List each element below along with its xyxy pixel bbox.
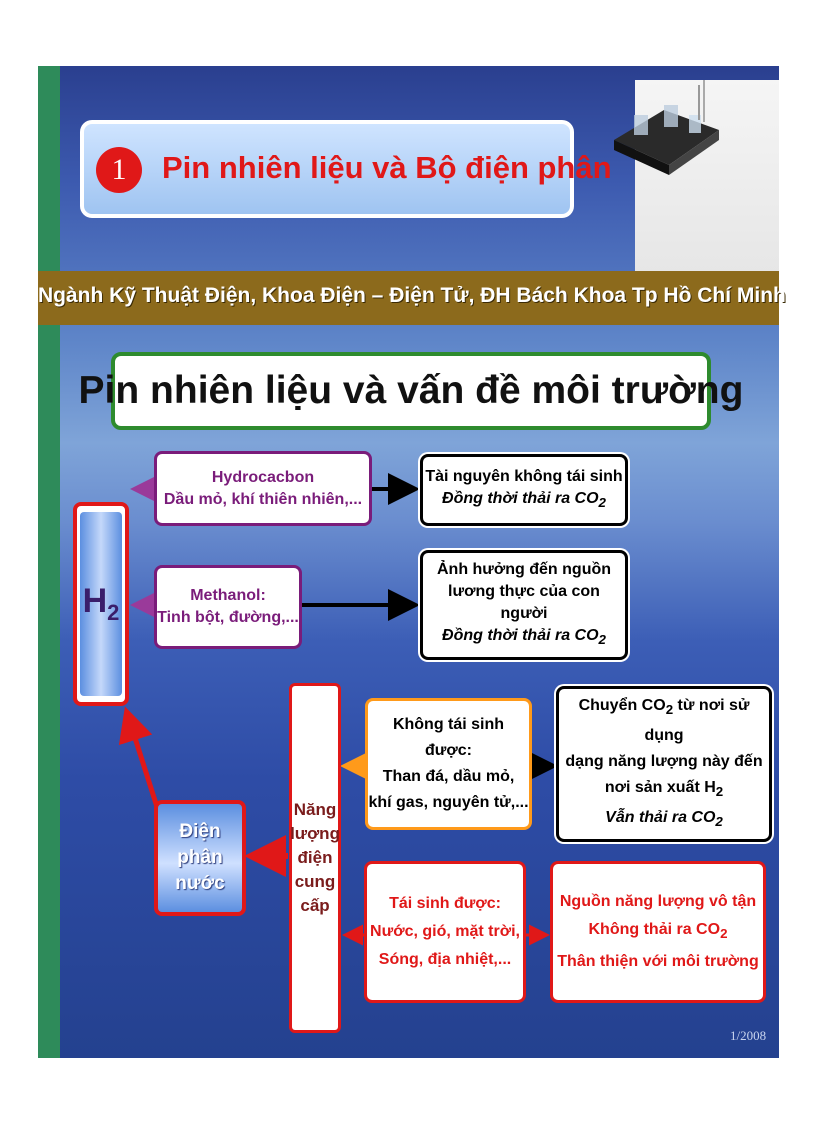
section-number: 1 — [96, 147, 142, 193]
department-text: Ngành Kỹ Thuật Điện, Khoa Điện – Điện Tử, ĐH Bách Khoa Tp Hồ Chí Minh — [38, 284, 786, 307]
h2-label: $H_2$ — [80, 512, 122, 696]
hydrocacbon-box: Hydrocacbon Dầu mỏ, khí thiên nhiên,... — [154, 451, 372, 526]
energy-supply-box: Năng lượng điện cung cấp — [289, 683, 341, 1033]
arrow-electrolysis-to-h2 — [128, 716, 158, 810]
renewable-effect-box: Nguồn năng lượng vô tận Không thải ra $CO_2$ Thân thiện với môi trường — [550, 861, 766, 1003]
non-renewable-effect-box: Chuyển $CO_2$ từ nơi sử dụng dạng năng lượng này đến nơi sản xuất $H_2$ Vẫn thải ra $CO_2$ — [556, 686, 772, 842]
slide-heading: Pin nhiên liệu và vấn đề môi trường — [78, 369, 744, 412]
section-title: Pin nhiên liệu và Bộ điện phân — [162, 150, 612, 185]
electrolysis-box: Điện phân nước — [154, 800, 246, 916]
hydrocacbon-consequence-box: Tài nguyên không tái sinh Đồng thời thải ra $CO_2$ — [420, 454, 628, 526]
methanol-consequence-box: Ảnh hưởng đến nguồn lương thực của con người Đồng thời thải ra $CO_2$ — [420, 550, 628, 660]
methanol-box: Methanol: Tinh bột, đường,... — [154, 565, 302, 649]
renewable-box: Tái sinh được: Nước, gió, mặt trời, Sóng, địa nhiệt,... — [364, 861, 526, 1003]
footer-date: 1/2008 — [730, 1028, 767, 1043]
non-renewable-box: Không tái sinh được: Than đá, dầu mỏ, khí gas, nguyên tử,... — [365, 698, 532, 830]
